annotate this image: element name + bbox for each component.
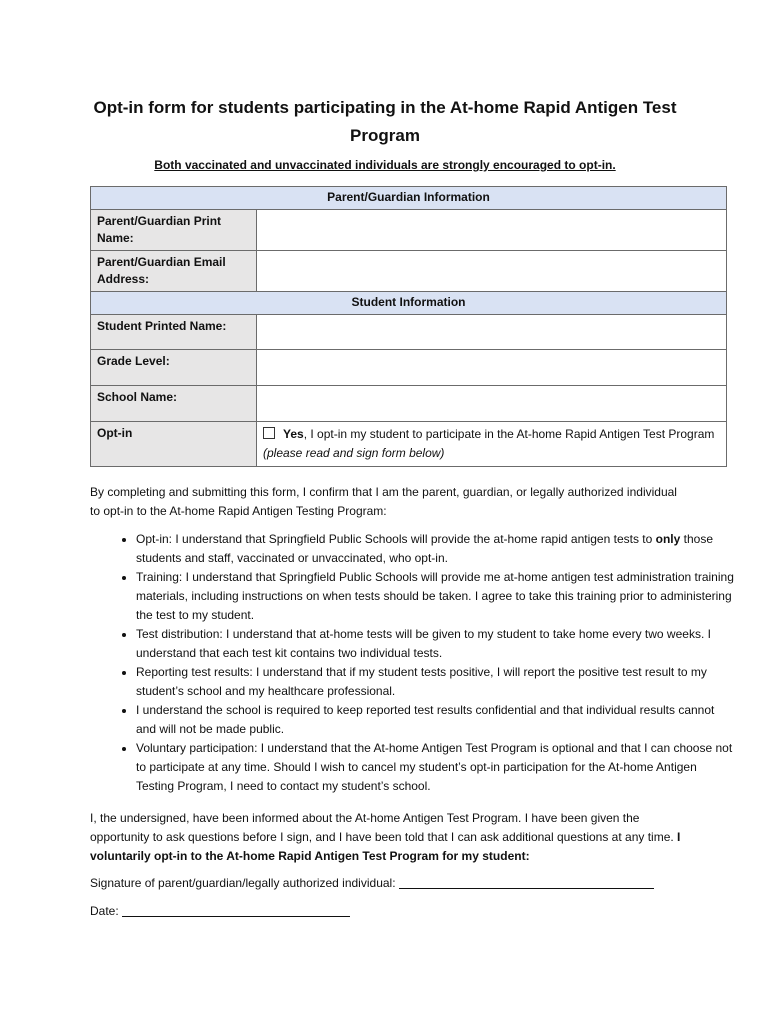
optin-note: (please read and sign form below) <box>263 446 445 460</box>
grade-level-field[interactable] <box>257 350 727 386</box>
date-field[interactable] <box>122 904 350 917</box>
term-item: • Training: I understand that Springfield Public Schools will provide me at-home antigen test administration training materials, including instructions on when tests should be taken. I agree to take this training prior to administering the test to my student. <box>136 568 736 625</box>
student-name-field[interactable] <box>257 315 727 350</box>
terms-list <box>90 530 736 796</box>
closing-bold: I voluntarily opt-in to the At-home Rapid Antigen Test Program for my student: <box>90 830 681 863</box>
parent-name-label: Parent/Guardian Print Name: <box>91 210 257 251</box>
section-student-header: Student Information <box>91 292 727 315</box>
parent-email-label: Parent/Guardian Email Address: <box>91 251 257 292</box>
date-line <box>90 904 350 918</box>
optin-text: , I opt-in my student to participate in the At-home Rapid Antigen Test Program <box>303 427 715 441</box>
signature-label: Signature of parent/guardian/legally authorized individual: <box>90 876 399 890</box>
section-parent-header: Parent/Guardian Information <box>91 187 727 210</box>
term-item: • Reporting test results: I understand that if my student tests positive, I will report the positive test result to my student’s school and my healthcare professional. <box>136 663 736 701</box>
signature-line <box>90 876 654 890</box>
optin-yes-label: Yes <box>283 427 304 441</box>
school-name-field[interactable] <box>257 386 727 422</box>
term-item: • Opt-in: I understand that Springfield Public Schools will provide the at-home rapid antigen tests to only those students and staff, vaccinated or unvaccinated, who opt-in. <box>136 530 736 568</box>
page-title: Opt-in form for students participating in the At-home Rapid Antigen Test Program <box>93 98 677 145</box>
student-name-label: Student Printed Name: <box>91 315 257 350</box>
optin-field <box>257 422 727 467</box>
parent-name-field[interactable] <box>257 210 727 251</box>
term-item: • Voluntary participation: I understand that the At-home Antigen Test Program is optional and that I can choose not to participate at any time. Should I wish to cancel my student’s opt-in participation for the At-home Antigen Testing Program, I need to contact my student’s school. <box>136 739 736 796</box>
info-table <box>90 186 727 467</box>
intro-paragraph: By completing and submitting this form, I confirm that I am the parent, guardian, or legally authorized individual to opt-in to the At-home Rapid Antigen Testing Program: <box>90 485 677 518</box>
date-label: Date: <box>90 904 123 918</box>
grade-level-label: Grade Level: <box>91 350 257 386</box>
optin-label: Opt-in <box>91 422 257 467</box>
optin-checkbox[interactable] <box>263 427 275 439</box>
term-item: • I understand the school is required to keep reported test results confidential and that individual results cannot and will not be made public. <box>136 701 736 739</box>
school-name-label: School Name: <box>91 386 257 422</box>
page-subtitle: Both vaccinated and unvaccinated individuals are strongly encouraged to opt-in. <box>154 158 616 172</box>
signature-field[interactable] <box>399 876 654 889</box>
parent-email-field[interactable] <box>257 251 727 292</box>
closing-paragraph: I, the undersigned, have been informed about the At-home Antigen Test Program. I have been given the opportunity to ask questions before I sign, and I have been told that I can ask additional questions at any time. I voluntarily opt-in to the At-home Rapid Antigen Test Program for my student: <box>90 811 681 863</box>
term-item: • Test distribution: I understand that at-home tests will be given to my student to take home every two weeks. I understand that each test kit contains two individual tests. <box>136 625 736 663</box>
